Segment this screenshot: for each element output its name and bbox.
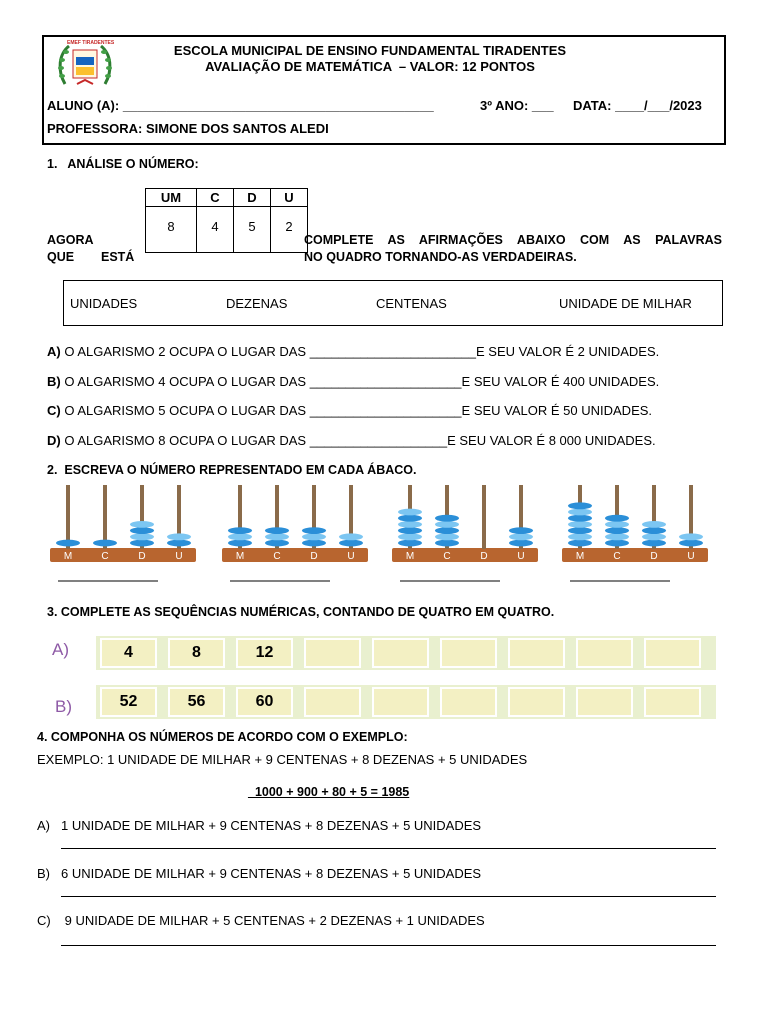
abacus-bead [568, 515, 592, 522]
q4-example-result: _1000 + 900 + 80 + 5 = 1985 [248, 785, 410, 799]
word-bank-centenas: CENTENAS [376, 296, 447, 311]
abacus-bead [302, 540, 326, 547]
abacus-bead [509, 527, 533, 534]
abacus-bead [265, 527, 289, 534]
abacus-area [40, 480, 730, 590]
abacus-bead [56, 540, 80, 547]
abacus-bead [679, 540, 703, 547]
q1-item-c-letter: C) [47, 403, 61, 418]
abacus-place-label: U [347, 551, 355, 562]
seq-label-a: A) [52, 640, 69, 659]
sequence-cell[interactable] [372, 687, 429, 717]
abacus-bead [605, 540, 629, 547]
abacus-bead [265, 540, 289, 547]
abacus-place-label: D [310, 551, 318, 562]
abacus-bead [568, 509, 592, 516]
q4-answer-line-c[interactable] [61, 945, 716, 946]
abacus-bead [339, 533, 363, 540]
abacus-1 [48, 480, 208, 590]
abacus-bead [568, 533, 592, 540]
abacus-bead [642, 527, 666, 534]
word-bank-dezenas: DEZENAS [226, 296, 288, 311]
abacus-bead [435, 515, 459, 522]
q3-title: 3. COMPLETE AS SEQUÊNCIAS NUMÉRICAS, CONTANDO DE QUATRO EM QUATRO. [47, 605, 555, 619]
q1-item-d-text: O ALGARISMO 8 OCUPA O LUGAR DAS ___________________E SEU VALOR É 8 000 UNIDADES. [60, 433, 656, 448]
abacus-place-label: C [101, 551, 109, 562]
abacus-bead [265, 533, 289, 540]
grade-field[interactable]: 3º ANO: ___ [480, 98, 554, 113]
abacus-bead [509, 540, 533, 547]
sequence-cell[interactable] [508, 687, 565, 717]
abacus-bead [435, 540, 459, 547]
abacus-rod [482, 485, 486, 549]
abacus-bead [228, 533, 252, 540]
abacus-bead [605, 527, 629, 534]
word-bank-unidade-milhar: UNIDADE DE MILHAR [559, 296, 692, 311]
abacus-place-label: U [517, 551, 525, 562]
sequence-cell: 12 [236, 638, 293, 668]
abacus-4 [560, 480, 720, 590]
q1-item-d-letter: D) [47, 433, 61, 448]
abacus-bead [130, 533, 154, 540]
abacus-place-label: D [650, 551, 658, 562]
abacus-bead [398, 509, 422, 516]
q1-right-line2: NO QUADRO TORNANDO-AS VERDADEIRAS. [304, 250, 577, 264]
sequence-row-a [96, 636, 716, 670]
q1-right-line1: COMPLETE AS AFIRMAÇÕES ABAIXO COM AS PALAVRAS [304, 233, 722, 247]
sequence-cell[interactable] [372, 638, 429, 668]
sequence-cell: 4 [100, 638, 157, 668]
q4-answer-line-a[interactable] [61, 848, 716, 849]
sequence-cell: 56 [168, 687, 225, 717]
pv-header-c: C [197, 189, 234, 207]
date-field[interactable]: DATA: ____/___/2023 [573, 98, 702, 113]
abacus-place-label: D [138, 551, 146, 562]
sequence-cell[interactable] [644, 638, 701, 668]
sequence-cell[interactable] [304, 638, 361, 668]
abacus-bead [93, 540, 117, 547]
abacus-place-label: C [613, 551, 621, 562]
pv-header-d: D [234, 189, 271, 207]
abacus-bead [228, 527, 252, 534]
q4-item-c-letter: C) [37, 913, 51, 928]
word-bank-unidades: UNIDADES [70, 296, 138, 311]
abacus-2 [220, 480, 380, 590]
abacus-place-label: U [687, 551, 695, 562]
abacus-bead [398, 521, 422, 528]
sequence-cell[interactable] [576, 687, 633, 717]
sequence-cell[interactable] [508, 638, 565, 668]
sequence-cell[interactable] [304, 687, 361, 717]
abacus-bead [605, 521, 629, 528]
seq-label-b: B) [55, 697, 72, 716]
abacus-bead [302, 533, 326, 540]
sequence-cell[interactable] [440, 638, 497, 668]
abacus-bead [339, 540, 363, 547]
q4-item-a-letter: A) [37, 818, 50, 833]
abacus-rod [103, 485, 107, 549]
abacus-place-label: U [175, 551, 183, 562]
abacus-place-label: M [235, 551, 245, 562]
abacus-bead [605, 515, 629, 522]
q2-title: 2. ESCREVA O NÚMERO REPRESENTADO EM CADA ÁBACO. [47, 463, 417, 477]
pv-header-u: U [271, 189, 308, 207]
q1-left-line1: AGORA [47, 233, 94, 247]
sequence-cell[interactable] [576, 638, 633, 668]
abacus-bead [435, 533, 459, 540]
q4-example: EXEMPLO: 1 UNIDADE DE MILHAR + 9 CENTENAS + 8 DEZENAS + 5 UNIDADES [37, 752, 528, 767]
pv-digit-c: 4 [197, 207, 234, 253]
abacus-bead [302, 527, 326, 534]
pv-digit-u: 2 [271, 207, 308, 253]
q4-item-c-text: 9 UNIDADE DE MILHAR + 5 CENTENAS + 2 DEZENAS + 1 UNIDADES [61, 913, 485, 928]
q1-item-d[interactable] [47, 433, 656, 448]
abacus-place-label: D [480, 551, 488, 562]
school-logo [55, 40, 115, 92]
abacus-bead [228, 540, 252, 547]
abacus-place-label: C [273, 551, 281, 562]
abacus-place-label: M [575, 551, 585, 562]
abacus-bead [568, 540, 592, 547]
q1-item-b-text: O ALGARISMO 4 OCUPA O LUGAR DAS _____________________E SEU VALOR É 400 UNIDADES. [60, 374, 660, 389]
q1-item-a-text: O ALGARISMO 2 OCUPA O LUGAR DAS _______________________E SEU VALOR É 2 UNIDADES. [60, 344, 660, 359]
abacus-3 [390, 480, 550, 590]
abacus-bead [130, 521, 154, 528]
abacus-bead [642, 533, 666, 540]
abacus-bead [642, 521, 666, 528]
sequence-cell: 8 [168, 638, 225, 668]
sequence-cell[interactable] [644, 687, 701, 717]
abacus-place-label: M [63, 551, 73, 562]
abacus-place-label: C [443, 551, 451, 562]
abacus-bead [568, 502, 592, 509]
abacus-bead [167, 533, 191, 540]
abacus-bead [398, 540, 422, 547]
sequence-cell: 52 [100, 687, 157, 717]
q1-title: 1. ANÁLISE O NÚMERO: [47, 157, 199, 171]
sequence-cell: 60 [236, 687, 293, 717]
q4-item-b-letter: B) [37, 866, 50, 881]
abacus-bead [568, 527, 592, 534]
place-value-table [145, 188, 308, 253]
sequence-cell[interactable] [440, 687, 497, 717]
q4-item-b-text: 6 UNIDADE DE MILHAR + 9 CENTENAS + 8 DEZENAS + 5 UNIDADES [61, 866, 482, 881]
abacus-bead [167, 540, 191, 547]
pv-digit-um: 8 [146, 207, 197, 253]
q1-item-c[interactable] [47, 403, 652, 418]
abacus-bead [679, 533, 703, 540]
exam-title: AVALIAÇÃO DE MATEMÁTICA – VALOR: 12 PONTOS [205, 59, 535, 74]
school-name: ESCOLA MUNICIPAL DE ENSINO FUNDAMENTAL TIRADENTES [173, 43, 567, 58]
abacus-bead [642, 540, 666, 547]
q1-left-line2b: ESTÁ [101, 250, 135, 264]
pv-digit-d: 5 [234, 207, 271, 253]
q4-title: 4. COMPONHA OS NÚMEROS DE ACORDO COM O EXEMPLO: [37, 730, 408, 744]
abacus-bead [398, 533, 422, 540]
q1-item-b[interactable] [47, 374, 659, 389]
abacus-bead [435, 527, 459, 534]
abacus-place-label: M [405, 551, 415, 562]
teacher-name: PROFESSORA: SIMONE DOS SANTOS ALEDI [47, 121, 329, 136]
abacus-bead [568, 521, 592, 528]
abacus-bead [435, 521, 459, 528]
abacus-rod [66, 485, 70, 549]
q1-item-a[interactable] [47, 344, 659, 359]
abacus-bead [130, 527, 154, 534]
q1-item-c-text: O ALGARISMO 5 OCUPA O LUGAR DAS _____________________E SEU VALOR É 50 UNIDADES. [60, 403, 653, 418]
q1-item-b-letter: B) [47, 374, 61, 389]
abacus-bead [509, 533, 533, 540]
logo-text: EMEF TIRADENTES [67, 40, 115, 46]
sequence-row-b [96, 685, 716, 719]
abacus-bead [605, 533, 629, 540]
abacus-bead [398, 515, 422, 522]
q1-left-line2a: QUE [47, 250, 75, 264]
abacus-bead [398, 527, 422, 534]
pv-header-um: UM [146, 189, 197, 207]
q1-item-a-letter: A) [47, 344, 61, 359]
student-field[interactable]: ALUNO (A): ___________________________________________ [47, 98, 434, 113]
abacus-bead [130, 540, 154, 547]
q4-item-a-text: 1 UNIDADE DE MILHAR + 9 CENTENAS + 8 DEZENAS + 5 UNIDADES [61, 818, 482, 833]
q4-answer-line-b[interactable] [61, 896, 716, 897]
